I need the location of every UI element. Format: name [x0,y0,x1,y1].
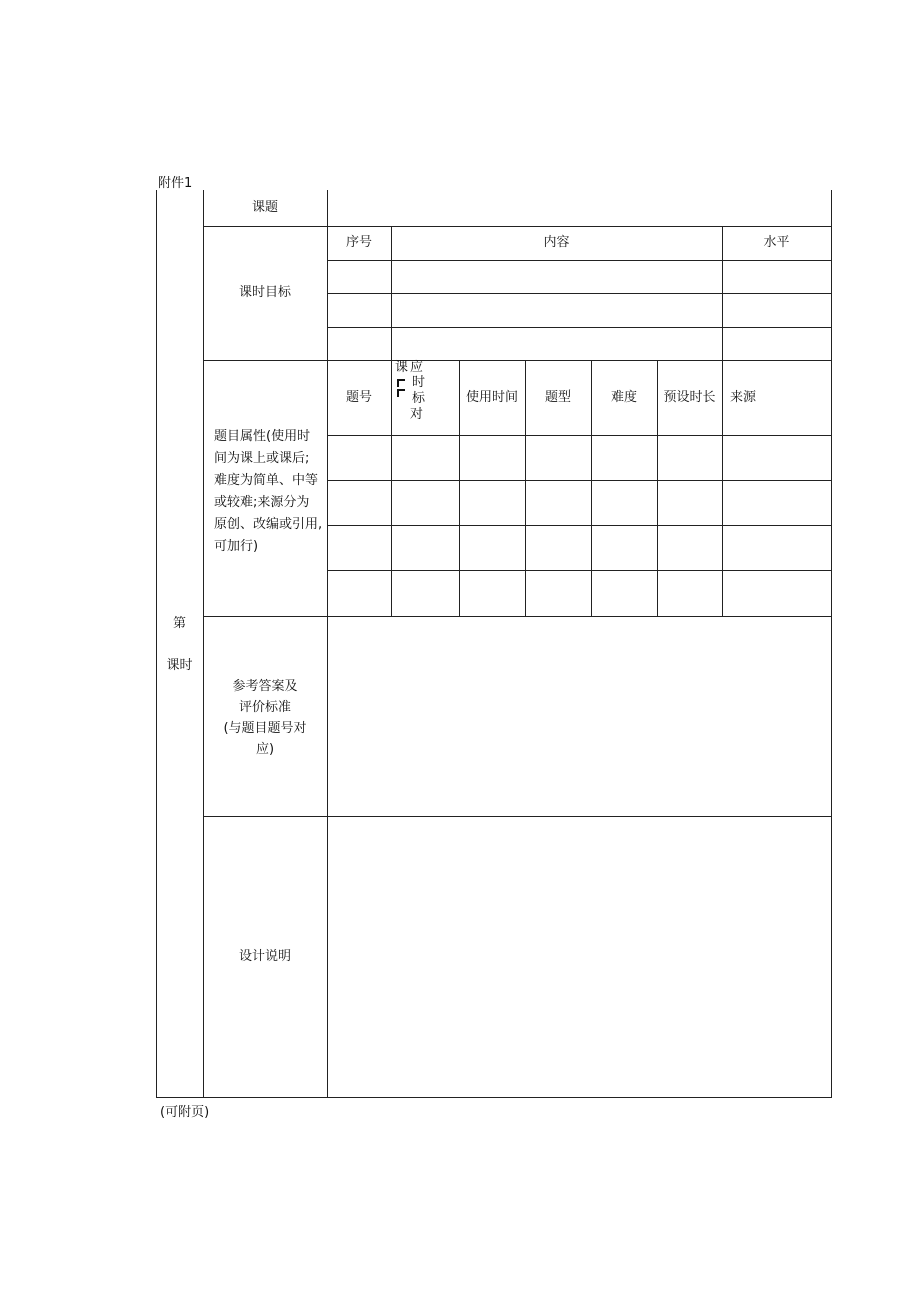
attr-col-number: 题号 [345,389,372,405]
attr-hline [327,480,832,481]
goals-col-content: 内容 [543,235,570,250]
topic-input[interactable] [328,190,831,226]
lesson-number-label: 第 [172,616,186,631]
design-label: 设计说明 [238,949,291,964]
attributes-label [214,426,326,558]
attr-col-use-time: 使用时间 [465,389,518,405]
attributes-label-line: 间为课上或课后; [214,451,310,466]
footer-note: (可附页) [160,1105,210,1120]
attr-hline [327,570,832,571]
border-left [156,190,157,1098]
answers-label-line: 参考答案及 [232,679,298,694]
answers-label-line: 评价标准 [238,700,291,715]
attr-hline [327,435,832,436]
answers-input[interactable] [328,617,831,816]
goals-hline [327,260,832,261]
answers-label [203,676,327,760]
attr-hline [327,525,832,526]
attr-col-difficulty: 难度 [610,389,637,405]
attachment-label: 附件1 [158,176,193,191]
goal-mapping-char: 应 [410,360,424,375]
bracket-mark [397,389,405,397]
attributes-label-line: 难度为简单、中等 [214,473,319,488]
bracket-mark [397,379,405,387]
topic-label: 课题 [251,200,278,215]
design-input[interactable] [328,817,831,1097]
attr-col-source: 来源 [730,389,757,405]
attributes-label-line: 可加行) [214,539,259,554]
lesson-design-form [156,190,832,1098]
attributes-label-line: 或较难;来源分为 [214,495,310,510]
goal-mapping-char: 标 [412,391,426,406]
goals-hline [327,327,832,328]
attr-col-type: 题型 [544,389,571,405]
attributes-label-line: 原创、改编或引用, [214,517,323,532]
lesson-unit-label: 课时 [166,658,193,673]
goal-mapping-char: 时 [412,375,426,390]
goal-mapping-char: 对 [410,407,424,422]
goal-mapping-char: 课 [395,360,409,375]
goals-hline [327,293,832,294]
answers-label-line: (与题目题号对 [223,721,307,736]
attr-col-goal-mapping [391,360,459,435]
answers-label-line: 应) [255,742,275,757]
attr-vline [722,360,723,616]
goals-col-level: 水平 [763,235,790,250]
attributes-label-line: 题目属性(使用时 [214,429,311,444]
goals-col-number: 序号 [345,235,372,250]
goals-label: 课时目标 [238,285,291,300]
attr-col-duration: 预设时长 [663,389,716,405]
border-bottom [156,1097,832,1098]
